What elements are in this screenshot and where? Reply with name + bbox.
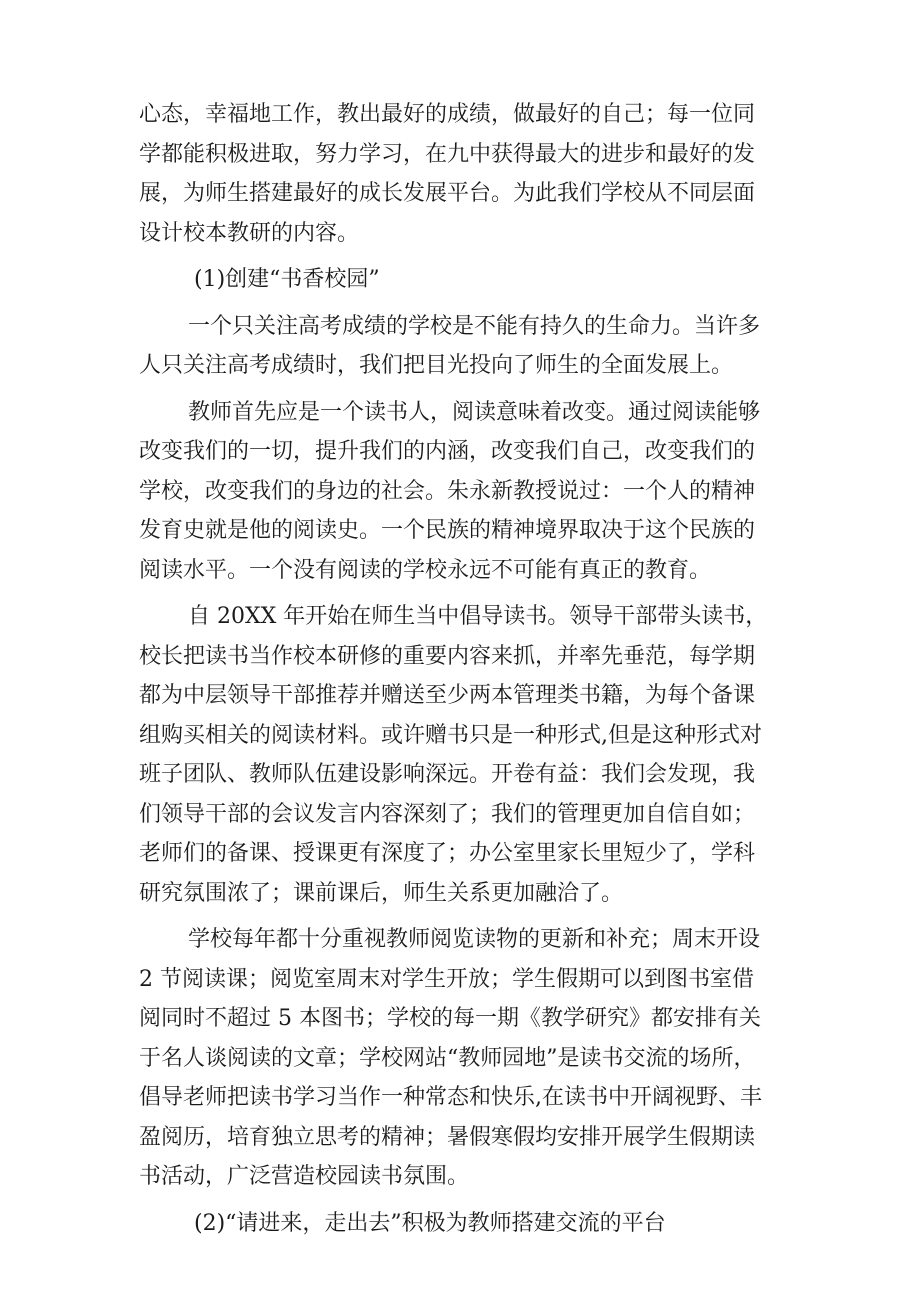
paragraph-4-line-5: 倡导老师把读书学习当作一种常态和快乐,在读书中开阔视野、丰: [139, 1085, 762, 1110]
paragraph-4-line-7: 书活动，广泛营造校园读书氛围。: [139, 1164, 470, 1189]
intro-line-1: 心态，幸福地工作，教出最好的成绩，做最好的自己；每一位同: [139, 102, 756, 127]
paragraph-3-line-3: 都为中层领导干部推荐并赠送至少两本管理类书籍，为每个备课: [139, 683, 756, 708]
paragraph-4-line-6: 盈阅历，培育独立思考的精神；暑假寒假均安排开展学生假期读: [139, 1125, 756, 1150]
paragraph-4-line-3: 阅同时不超过 5 本图书；学校的每一期《教学研究》都安排有关: [139, 1006, 761, 1031]
intro-line-2: 学都能积极进取，努力学习，在九中获得最大的进步和最好的发: [139, 142, 756, 167]
paragraph-3-line-5: 班子团队、教师队伍建设影响深远。开卷有益：我们会发现，我: [139, 762, 756, 787]
paragraph-4-line-4: 于名人谈阅读的文章；学校网站“教师园地”是读书交流的场所，: [139, 1046, 756, 1071]
paragraph-3-line-1: 自 20XX 年开始在师生当中倡导读书。领导干部带头读书，: [188, 604, 768, 629]
section-heading-1: (1)创建“书香校园”: [194, 267, 380, 292]
section-heading-2: (2)“请进来，走出去”积极为教师搭建交流的平台: [194, 1211, 666, 1236]
paragraph-2-line-4: 发育史就是他的阅读史。一个民族的精神境界取决于这个民族的: [139, 518, 756, 543]
paragraph-1-line-2: 人只关注高考成绩时，我们把目光投向了师生的全面发展上。: [139, 353, 734, 378]
paragraph-3-line-7: 老师们的备课、授课更有深度了；办公室里家长里短少了，学科: [139, 841, 756, 866]
paragraph-2-line-3: 学校，改变我们的身边的社会。朱永新教授说过：一个人的精神: [139, 479, 756, 504]
intro-line-4: 设计校本教研的内容。: [139, 221, 360, 246]
paragraph-3-line-4: 组购买相关的阅读材料。或许赠书只是一种形式,但是这种形式对: [139, 723, 762, 748]
intro-line-3: 展，为师生搭建最好的成长发展平台。为此我们学校从不同层面: [139, 181, 756, 206]
paragraph-2-line-5: 阅读水平。一个没有阅读的学校永远不可能有真正的教育。: [139, 558, 712, 583]
paragraph-4-line-1: 学校每年都十分重视教师阅览读物的更新和补充；周末开设: [188, 927, 761, 952]
paragraph-3-line-2: 校长把读书当作校本研修的重要内容来抓，并率先垂范，每学期: [139, 644, 756, 669]
paragraph-4-line-2: 2 节阅读课；阅览室周末对学生开放；学生假期可以到图书室借: [139, 967, 754, 992]
paragraph-2-line-1: 教师首先应是一个读书人，阅读意味着改变。通过阅读能够: [188, 400, 761, 425]
paragraph-1-line-1: 一个只关注高考成绩的学校是不能有持久的生命力。当许多: [188, 314, 761, 339]
paragraph-3-line-6: 们领导干部的会议发言内容深刻了；我们的管理更加自信自如；: [139, 802, 756, 827]
paragraph-3-line-8: 研究氛围浓了；课前课后，师生关系更加融洽了。: [139, 881, 624, 906]
paragraph-2-line-2: 改变我们的一切，提升我们的内涵，改变我们自己，改变我们的: [139, 439, 756, 464]
